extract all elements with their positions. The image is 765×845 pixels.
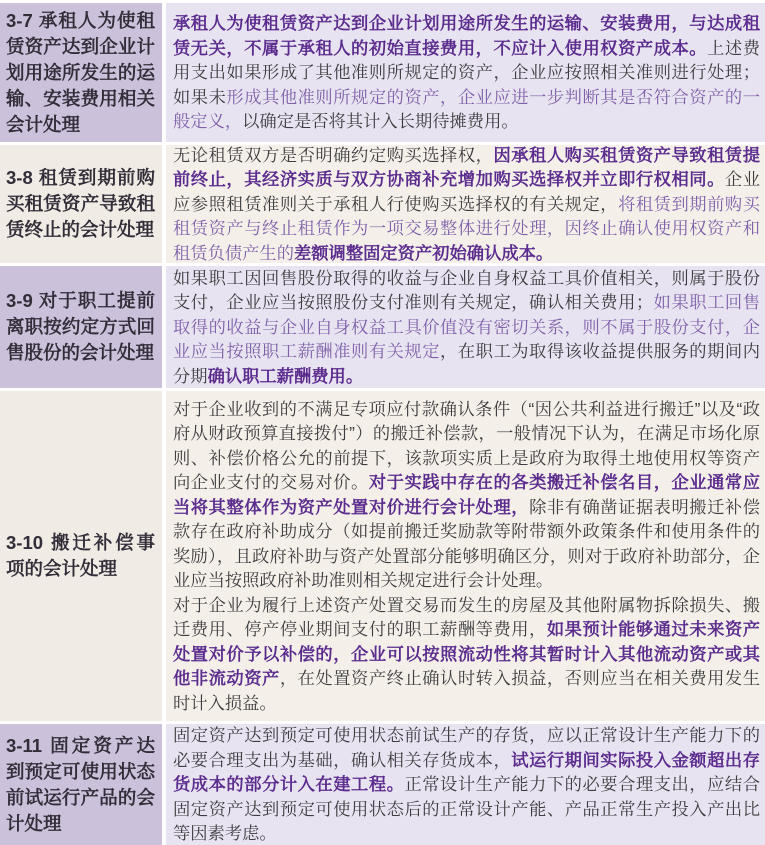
- text-segment: 确认职工薪酬费用。: [207, 365, 364, 386]
- text-segment: 上述费用支出如果形成了其他准则所规定的资产，企业应按照相关准则进行处理；如果未: [173, 37, 760, 107]
- guidance-paragraph: [173, 724, 760, 845]
- topic-label: 3-11 固定资产达到预定可使用状态前试运行产品的会计处理: [6, 734, 155, 834]
- text-segment: 对于企业收到的不满足专项应付款确认条件（“因公共利益进行搬迁”以及“政府从财政预算直接拨付”）的搬迁补偿款，一般情况下认为，在满足市场化原则、补偿价格公允的前提下，该款项实质上是政府为取得土地使用权等资产向企业支付的交易对价。: [173, 398, 760, 493]
- guidance-cell: [166, 266, 765, 388]
- table-row: [0, 145, 765, 266]
- text-segment: 承租人为使租赁资产达到企业计划用途所发生的运输、安装费用，与达成租赁无关，不属于承租人的初始直接费用，不应计入使用权资产成本。: [173, 13, 760, 58]
- text-segment: 正常设计生产能力下的必要合理支出，应结合固定资产达到预定可使用状态后的正常设计产能、产品正常生产投入产出比等因素考虑。: [173, 774, 760, 844]
- guidance-cell: [166, 145, 765, 263]
- topic-label: 3-9 对于职工提前离职按约定方式回售股份的会计处理: [6, 290, 155, 363]
- table-row: [0, 724, 765, 845]
- table-row: [0, 391, 765, 724]
- text-segment: 差额调整固定资产初始确认成本。: [293, 242, 554, 263]
- text-segment: 固定资产达到预定可使用状态前试生产的存货，应以正常设计生产能力下的必要合理支出为基础，确认相关存货成本，: [173, 725, 760, 770]
- text-segment: 除非有确凿证据表明搬迁补偿款存在政府补助成分（如提前搬迁奖励款等附带额外政策条件和使用条件的奖励），且政府补助与资产处置部分能够明确区分，则对于政府补助部分，企业应当按照政府补助准则相关规定进行会计处理。: [173, 496, 760, 591]
- topic-cell: [0, 391, 166, 721]
- text-segment: 对于企业为履行上述资产处置交易而发生的房屋及其他附属物拆除损失、搬迁费用、停产停业期间支付的职工薪酬等费用，: [173, 594, 760, 640]
- table-row: [0, 266, 765, 391]
- guidance-cell: [166, 391, 765, 721]
- topic-cell: [0, 724, 166, 845]
- text-segment: 如果职工因回售股份取得的收益与企业自身权益工具价值相关，则属于股份支付，企业应当按照股份支付准则有关规定，确认相关费用；: [173, 267, 760, 313]
- text-segment: 因承租人购买租赁资产导致租赁提前终止，其经济实质与双方协商补充增加购买选择权并立即行权相同。: [173, 145, 760, 190]
- topic-cell: [0, 145, 166, 263]
- guidance-paragraph: [173, 145, 760, 265]
- text-segment: 对于实践中存在的各类搬迁补偿名目，企业通常应当将其整体作为资产处置对价进行会计处理，: [173, 472, 760, 517]
- text-segment: 无论租赁双方是否明确约定购买选择权，: [173, 145, 494, 165]
- guidance-paragraph: [173, 593, 760, 716]
- guidance-cell: [166, 724, 765, 845]
- text-segment: 如果预计能够通过未来资产处置对价予以补偿的，企业可以按照流动性将其暂时计入其他流动资产或其他非流动资产: [173, 619, 760, 689]
- topic-label: 3-8 租赁到期前购买租赁资产导致租赁终止的会计处理: [6, 167, 155, 240]
- guidance-paragraph: [173, 266, 760, 388]
- text-segment: ，在处置资产终止确认时转入损益，否则应当在相关费用发生时计入损益。: [173, 668, 760, 713]
- text-segment: ，在职工为取得该收益提供服务的期间内分期: [173, 341, 760, 386]
- text-segment: 将租赁到期前购买租赁资产与终止租赁作为一项交易整体进行处理，因终止确认使用权资产和租赁负债产生的: [173, 193, 760, 263]
- guidance-paragraph: [173, 11, 760, 134]
- guidance-cell: [166, 3, 765, 142]
- text-segment: 形成其他准则所规定的资产，企业应进一步判断其是否符合资产的一般定义，: [173, 86, 760, 132]
- guidance-paragraph: [173, 397, 760, 593]
- topic-label: 3-10 搬迁补偿事项的会计处理: [6, 532, 155, 579]
- text-segment: 如果职工回售取得的收益与企业自身权益工具价值没有密切关系，则不属于股份支付，企业应当按照职工薪酬准则有关规定: [173, 292, 760, 362]
- text-segment: 以确定是否将其计入长期待摊费用。: [242, 111, 519, 132]
- topic-cell: [0, 3, 166, 142]
- text-segment: 试运行期间实际投入金额超出存货成本的部分计入在建工程。: [173, 749, 760, 795]
- topic-cell: [0, 266, 166, 388]
- topic-label: 3-7 承租人为使租赁资产达到企业计划用途所发生的运输、安装费用相关会计处理: [6, 9, 155, 135]
- text-segment: 企业应参照租赁准则关于承租人行使购买选择权的有关规定，: [173, 169, 760, 214]
- table-row: [0, 3, 765, 145]
